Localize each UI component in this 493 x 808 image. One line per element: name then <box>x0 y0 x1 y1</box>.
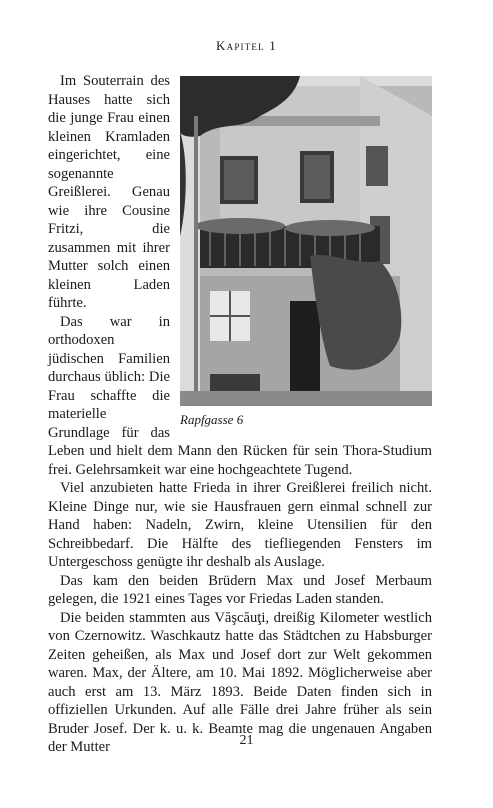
figure <box>180 76 432 429</box>
paragraph: Das kam den beiden Brüdern Max und Josef Merbaum gelegen, die 1921 eines Tages vor Friedas Laden standen. <box>48 572 432 607</box>
paragraph: Im Souterrain des Hauses hatte sich die junge Frau einen kleinen Kramladen eingerichtet, eine sogenannte Greißlerei. Genau wie ihre Cousine Fritzi, die zusammen mit ihrer Mutter solch einen kleinen Laden führte. <box>48 73 170 311</box>
page-number: 21 <box>239 733 254 748</box>
paragraph: Viel anzubieten hatte Frieda in ihrer Greißlerei freilich nicht. Kleine Dinge nur, wie sie Hausfrauen gern einmal schnell zur Hand haben: Nadeln, Zwirn, kleine Utensilien für den Schreibbedarf. Die Hälfte des tiefliegenden Fensters im Untergeschoss genügte ihr deshalb als Auslage. <box>48 480 432 570</box>
text-column <box>48 72 432 757</box>
paragraph: Das war in orthodoxen jüdischen Familien durchaus üblich: Die Frau schaffte die materielle Grundlage für das Leben und hielt dem Mann den Rücken für sein Thora-Studium frei. Gelehrsamkeit war eine hochgeachtete Tugend. <box>48 313 432 478</box>
paragraph: Die beiden stammten aus Văşcăuţi, dreißig Kilometer westlich von Czernowitz. Waschkautz hatte das Städtchen zu Habsburger Zeiten geheißen, als Max und Josef dort zur Welt gekommen waren. Max, der Ältere, am 10. Mai 1892. Möglicherweise aber auch erst am 13. März 1893. Beide Daten finden sich in offiziellen Urkunden. Auf alle Fälle drei Jahre früher als sein Bruder Josef. Der k. u. k. Beamte mag die ungenauen Angaben der Mutter <box>48 609 432 755</box>
running-header: Kapitel 1 <box>216 38 277 53</box>
house-photo <box>180 76 432 406</box>
figure-caption: Rapfgasse 6 <box>180 412 244 427</box>
